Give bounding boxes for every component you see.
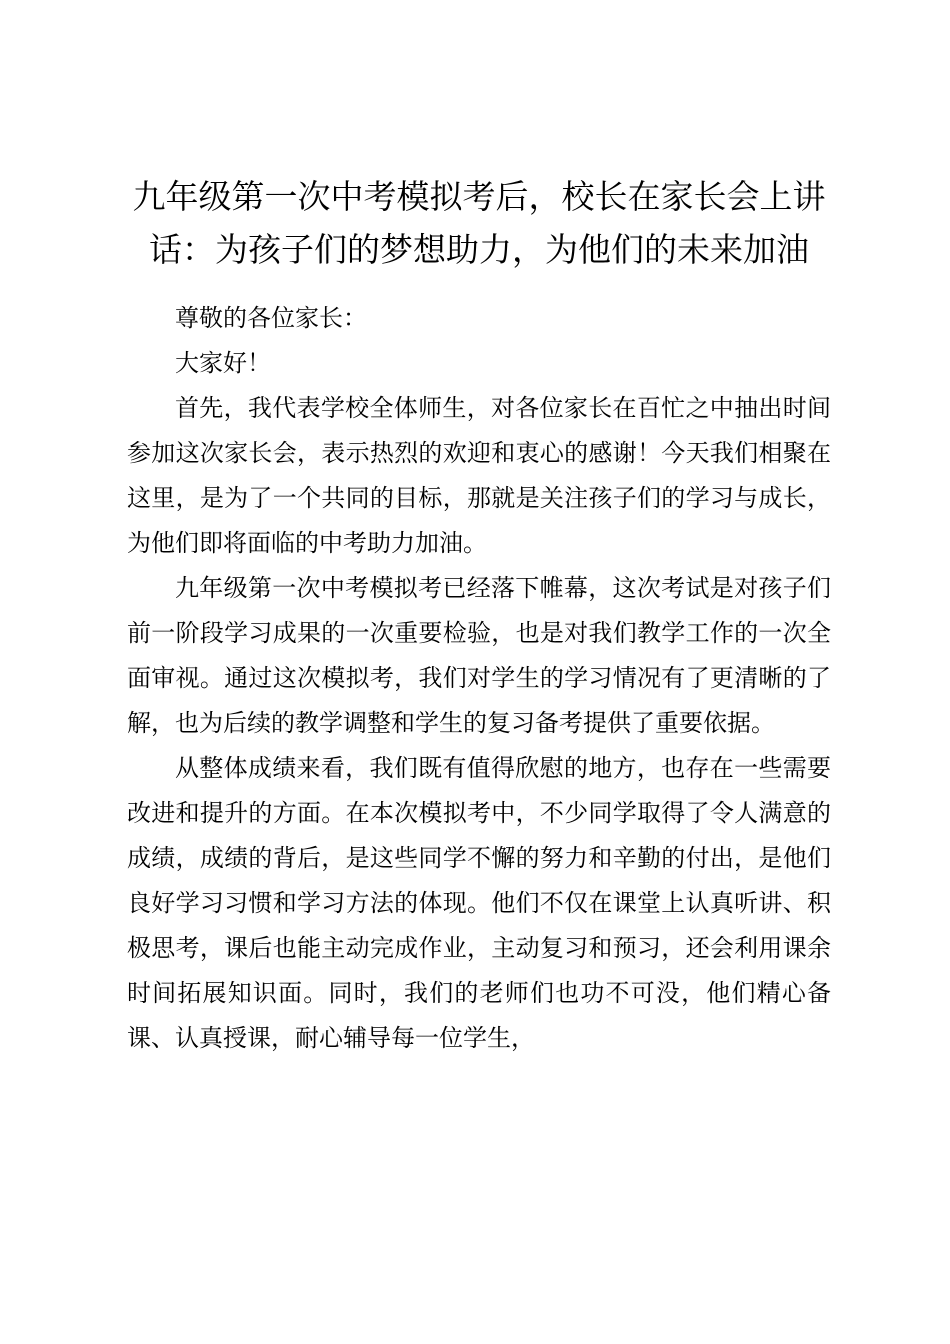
salutation: 尊敬的各位家长： bbox=[175, 304, 367, 332]
document-page bbox=[127, 170, 831, 1061]
paragraph-3: 从整体成绩来看，我们既有值得欣慰的地方，也存在一些需要改进和提升的方面。在本次模拟考中，不少同学取得了令人满意的成绩，成绩的背后，是这些同学不懈的努力和辛勤的付出，是他们良好学习习惯和学习方法的体现。他们不仅在课堂上认真听讲、积极思考，课后也能主动完成作业，主动复习和预习，还会利用课余时间拓展知识面。同时，我们的老师们也功不可没，他们精心备课、认真授课，耐心辅导每一位学生， bbox=[127, 754, 831, 1052]
paragraph-2: 九年级第一次中考模拟考已经落下帷幕，这次考试是对孩子们前一阶段学习成果的一次重要检验，也是对我们教学工作的一次全面审视。通过这次模拟考，我们对学生的学习情况有了更清晰的了解，也为后续的教学调整和学生的复习备考提供了重要依据。 bbox=[127, 574, 831, 737]
paragraph-1: 首先，我代表学校全体师生，对各位家长在百忙之中抽出时间参加这次家长会，表示热烈的欢迎和衷心的感谢！今天我们相聚在这里，是为了一个共同的目标，那就是关注孩子们的学习与成长，为他们即将面临的中考助力加油。 bbox=[127, 394, 831, 557]
document-title: 九年级第一次中考模拟考后，校长在家长会上讲话：为孩子们的梦想助力，为他们的未来加油 bbox=[132, 177, 826, 269]
greeting: 大家好！ bbox=[175, 349, 271, 377]
